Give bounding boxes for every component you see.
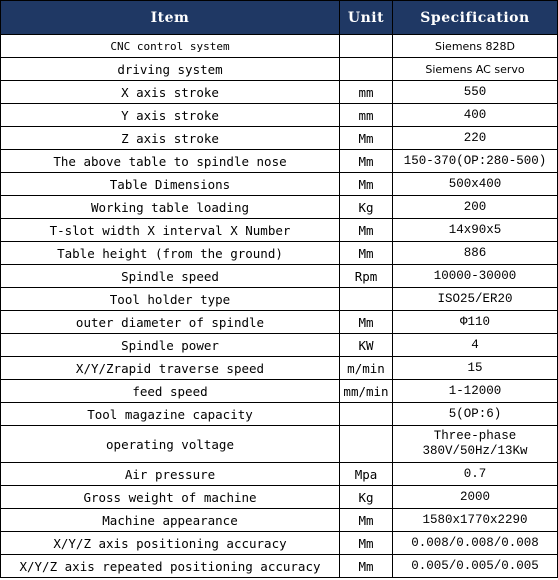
unit-cell: Mpa [340, 463, 393, 486]
item-cell: The above table to spindle nose [1, 150, 340, 173]
unit-cell: mm [340, 81, 393, 104]
unit-cell: Mm [340, 242, 393, 265]
table-row [1, 35, 558, 58]
spec-cell: 500x400 [393, 173, 558, 196]
unit-cell: m/min [340, 357, 393, 380]
spec-cell: 1-12000 [393, 380, 558, 403]
table-row [1, 219, 558, 242]
table-row [1, 104, 558, 127]
spec-cell: 5(OP:6) [393, 403, 558, 426]
unit-cell: Mm [340, 311, 393, 334]
item-cell: Working table loading [1, 196, 340, 219]
spec-cell: ISO25/ER20 [393, 288, 558, 311]
spec-cell: Φ110 [393, 311, 558, 334]
table-row [1, 463, 558, 486]
unit-cell: Mm [340, 127, 393, 150]
spec-cell: 2000 [393, 486, 558, 509]
spec-cell: 150-370(OP:280-500) [393, 150, 558, 173]
unit-cell: mm/min [340, 380, 393, 403]
item-cell: Air pressure [1, 463, 340, 486]
item-cell: Spindle power [1, 334, 340, 357]
spec-cell: 14x90x5 [393, 219, 558, 242]
table-row [1, 509, 558, 532]
unit-cell [340, 403, 393, 426]
header-item: Item [1, 1, 340, 35]
header-specification: Specification [393, 1, 558, 35]
table-row [1, 334, 558, 357]
table-row [1, 58, 558, 81]
unit-cell: Kg [340, 196, 393, 219]
item-cell: Tool holder type [1, 288, 340, 311]
table-row [1, 426, 558, 463]
table-row [1, 403, 558, 426]
table-row [1, 265, 558, 288]
table-row [1, 242, 558, 265]
table-row [1, 532, 558, 555]
unit-cell [340, 35, 393, 58]
spec-line-1: Three-phase [433, 429, 517, 443]
spec-cell: 15 [393, 357, 558, 380]
table-row [1, 555, 558, 578]
item-cell: driving system [1, 58, 340, 81]
unit-cell: Rpm [340, 265, 393, 288]
spec-cell: 220 [393, 127, 558, 150]
item-cell: operating voltage [1, 426, 340, 463]
unit-cell [340, 288, 393, 311]
spec-line-2: 380V/50Hz/13Kw [422, 444, 528, 458]
spec-cell: 0.7 [393, 463, 558, 486]
item-cell: Table Dimensions [1, 173, 340, 196]
unit-cell [340, 426, 393, 463]
spec-cell: 550 [393, 81, 558, 104]
item-cell: T-slot width X interval X Number [1, 219, 340, 242]
table-row [1, 486, 558, 509]
unit-cell: Kg [340, 486, 393, 509]
unit-cell: Mm [340, 150, 393, 173]
table-row [1, 81, 558, 104]
item-cell: Machine appearance [1, 509, 340, 532]
item-cell: X/Y/Z axis repeated positioning accuracy [1, 555, 340, 578]
item-cell: Table height (from the ground) [1, 242, 340, 265]
item-cell: CNC control system [1, 35, 340, 58]
table-row [1, 196, 558, 219]
spec-cell [393, 426, 558, 463]
unit-cell: Mm [340, 219, 393, 242]
unit-cell: KW [340, 334, 393, 357]
item-cell: feed speed [1, 380, 340, 403]
item-cell: X/Y/Zrapid traverse speed [1, 357, 340, 380]
item-cell: Z axis stroke [1, 127, 340, 150]
spec-cell: 886 [393, 242, 558, 265]
table-row [1, 150, 558, 173]
table-row [1, 288, 558, 311]
header-unit: Unit [340, 1, 393, 35]
item-cell: Gross weight of machine [1, 486, 340, 509]
item-cell: Tool magazine capacity [1, 403, 340, 426]
spec-cell: 200 [393, 196, 558, 219]
unit-cell: mm [340, 104, 393, 127]
spec-cell: 10000-30000 [393, 265, 558, 288]
table-row [1, 380, 558, 403]
table-row [1, 357, 558, 380]
spec-cell: Siemens 828D [393, 35, 558, 58]
item-cell: outer diameter of spindle [1, 311, 340, 334]
item-cell: Y axis stroke [1, 104, 340, 127]
unit-cell: Mm [340, 509, 393, 532]
item-cell: Spindle speed [1, 265, 340, 288]
table-row [1, 311, 558, 334]
spec-cell: 4 [393, 334, 558, 357]
unit-cell: Mm [340, 173, 393, 196]
table-row [1, 173, 558, 196]
table-row [1, 127, 558, 150]
spec-cell: 0.008/0.008/0.008 [393, 532, 558, 555]
item-cell: X axis stroke [1, 81, 340, 104]
spec-cell: Siemens AC servo [393, 58, 558, 81]
spec-cell: 400 [393, 104, 558, 127]
header-row [1, 1, 558, 35]
unit-cell: Mm [340, 532, 393, 555]
unit-cell [340, 58, 393, 81]
item-cell: X/Y/Z axis positioning accuracy [1, 532, 340, 555]
spec-cell: 0.005/0.005/0.005 [393, 555, 558, 578]
unit-cell: Mm [340, 555, 393, 578]
spec-cell: 1580x1770x2290 [393, 509, 558, 532]
